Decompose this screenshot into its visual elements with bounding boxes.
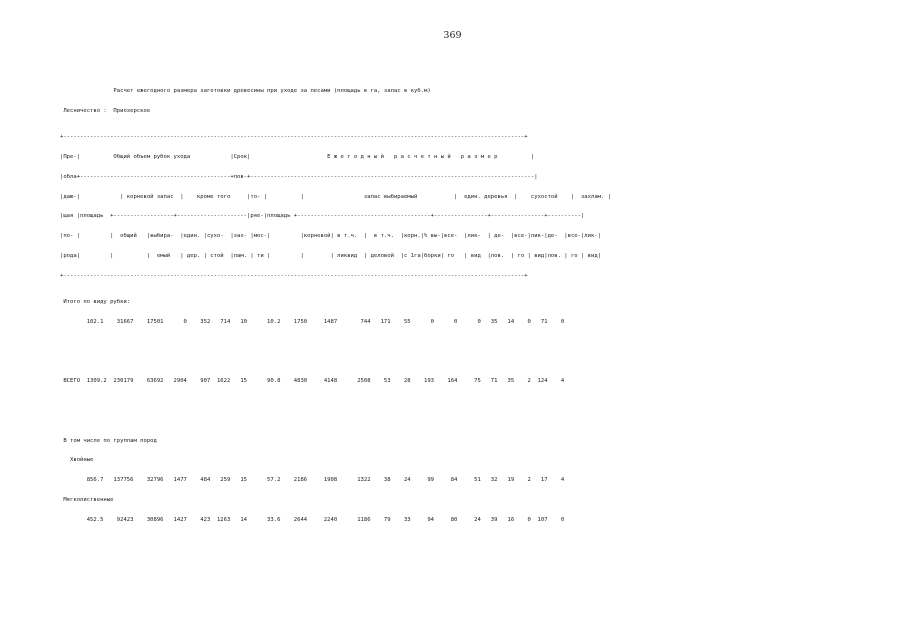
group-label: Мягколиственные [60, 497, 114, 503]
page-number: 369 [443, 30, 462, 41]
table-border-bottom: +------------------------------------------------------------------------------------------------------------------------------------------+ [60, 272, 528, 279]
forestry-name: Лесничество : Приозерское [60, 107, 151, 114]
section-label: В том числе по группам пород [60, 437, 157, 444]
report-title: Расчет ежегодного размера заготовки древесины при уходе за лесами (площадь в га, запас в куб.м) [60, 88, 431, 95]
table-row: 102.1 31667 17501 0 352 714 10 10.2 1750 1487 744 171 55 0 0 0 35 14 0 71 0 [60, 318, 565, 325]
section-label: Итого по виду рубки: [60, 299, 131, 306]
table-header-row: |Пре-| Общий объем рубок ухода |Срок| Е ж е г о д н ы й р а с ч е т н ы й р а з м е р | [60, 154, 535, 161]
table-border-top: +------------------------------------------------------------------------------------------------------------------------------------------+ [60, 134, 528, 141]
report-printout [60, 75, 611, 530]
table-row: 452.5 92423 30896 1427 423 1263 14 33.6 2644 2240 1186 79 33 94 80 24 39 16 0 107 0 [60, 516, 565, 523]
total-row: ВСЕГО 1309.2 230179 63692 2904 907 1622 15 90.8 4830 4148 2508 53 28 193 164 75 71 35 2 124 4 [60, 378, 565, 385]
table-header-row: |даю-| | корневой запас | кроме того |то- | | запас выбираемый | един. деревья | сухостой | захлам. | [60, 193, 612, 200]
table-header-row: |по- | | общий |выбира- |един. |сухо- |зах- |мос-| |корневой| в т.ч. | в т.ч. |корн.|% вы-|все- |лик- | де- |все-|лик-|де- |все-|лик-| [60, 233, 602, 240]
blank-line [60, 418, 611, 425]
blank-line [60, 359, 611, 366]
table-row: 856.7 137756 32796 1477 484 259 15 57.2 2186 1908 1322 38 24 99 84 51 32 19 2 17 4 [60, 477, 565, 484]
table-header-row: |рода| | | емый | дер. | стой |лам. | ти | | | ликвид | деловой |с 1га|борки| го | вид |лов. | го | вид|лов. | го | вид| [60, 253, 602, 260]
blank-line [60, 339, 611, 346]
group-label: Хвойные [60, 457, 94, 464]
blank-line [60, 398, 611, 405]
table-header-row: |обла+---------------------------------------------+пов-+-------------------------------------------------------------------------------------| [60, 173, 538, 180]
table-header-row: |щая |площадь +------------------+---------------------|ряе-|площадь +----------------------------------------+----------------+----------------+----------| [60, 213, 585, 220]
